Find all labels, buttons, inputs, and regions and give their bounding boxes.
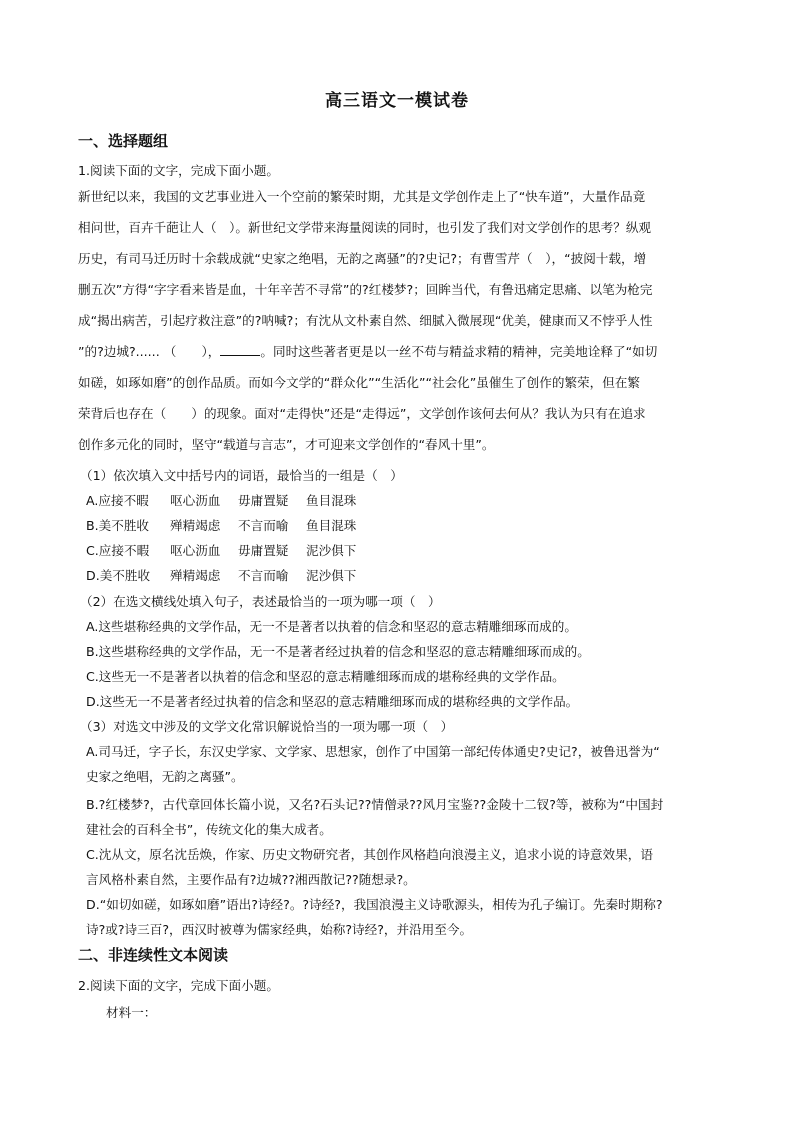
option-word: 毋庸置疑 bbox=[238, 493, 289, 508]
option-d: D.这些无一不是著者经过执着的信念和坚忍的意志精雕细琢而成的堪称经典的文学作品。 bbox=[86, 694, 579, 709]
option-word: C.应接不暇 bbox=[86, 543, 150, 558]
passage-line: 相问世，百卉千葩让人（ ）。新世纪文学带来海量阅读的同时，也引发了我们对文学创作的思考？纵观 bbox=[78, 220, 652, 235]
sub-question-1-stem: （1）依次填入文中括号内的词语，最恰当的一组是（ ） bbox=[80, 468, 403, 483]
option-b: B.这些堪称经典的文学作品，无一不是著者经过执着的信念和坚忍的意志精雕细琢而成的。 bbox=[86, 644, 590, 659]
option-b-line: B.?红楼梦?，古代章回体长篇小说，又名?石头记??情僧录??风月宝鉴??金陵十二钗?等，被称为“中国封 bbox=[86, 797, 664, 812]
option-word: 泥沙俱下 bbox=[306, 543, 357, 558]
material-one-label: 材料一： bbox=[106, 1005, 157, 1020]
passage-line-part: ”的?边城?...... （ ）， bbox=[78, 344, 221, 359]
option-word: 呕心沥血 bbox=[170, 493, 221, 508]
option-d bbox=[86, 567, 726, 585]
sub-question-2-stem: （2）在选文横线处填入句子，表述最恰当的一项为哪一项（ ） bbox=[80, 594, 441, 609]
section-heading-choice: 一、选择题组 bbox=[78, 132, 169, 150]
option-word: 毋庸置疑 bbox=[238, 543, 289, 558]
passage-line: 成“揭出病苦，引起疗救注意”的?呐喊?；有沈从文朴素自然、细腻入微展现“优美，健康而又不悖乎人性 bbox=[78, 313, 653, 328]
option-word: 泥沙俱下 bbox=[306, 568, 357, 583]
option-word: D.美不胜收 bbox=[86, 568, 151, 583]
option-a: A.这些堪称经典的文学作品，无一不是著者以执着的信念和坚忍的意志精雕细琢而成的。 bbox=[86, 619, 577, 634]
option-d-line: D.“如切如磋，如琢如磨”语出?诗经?。?诗经?，我国浪漫主义诗歌源头，相传为孔子编订。先秦时期称? bbox=[86, 897, 663, 912]
option-word: 殚精竭虑 bbox=[170, 518, 221, 533]
option-word: 鱼目混珠 bbox=[306, 518, 357, 533]
section-heading-nonlinear-reading: 二、非连续性文本阅读 bbox=[78, 946, 229, 964]
option-word: B.美不胜收 bbox=[86, 518, 150, 533]
fill-blank-line bbox=[220, 343, 260, 356]
option-word: A.应接不暇 bbox=[86, 493, 149, 508]
passage-line: 如磋，如琢如磨”的创作品质。而如今文学的“群众化”“生活化”“社会化”虽催生了创作的繁荣，但在繁 bbox=[78, 375, 641, 390]
option-c: C.这些无一不是著者以执着的信念和坚忍的意志精雕细琢而成的堪称经典的文学作品。 bbox=[86, 669, 565, 684]
question-1-intro: 1.阅读下面的文字，完成下面小题。 bbox=[78, 163, 279, 178]
option-d-line: 诗?或?诗三百?，西汉时被尊为儒家经典，始称?诗经?，并沿用至今。 bbox=[86, 922, 473, 937]
option-c-line: 言风格朴素自然，主要作品有?边城??湘西散记??随想录?。 bbox=[86, 872, 416, 887]
option-a bbox=[86, 492, 726, 510]
passage-line: 删五次”方得“字字看来皆是血，十年辛苦不寻常”的?红楼梦?；回眸当代，有鲁迅痛定思痛、以笔为枪完 bbox=[78, 282, 653, 297]
passage-line-part: 。同时这些著者更是以一丝不苟与精益求精的精神，完美地诠释了“如切 bbox=[260, 344, 658, 359]
option-c bbox=[86, 542, 726, 560]
option-word: 鱼目混珠 bbox=[306, 493, 357, 508]
passage-line: 荣背后也存在（ ）的现象。面对“走得快”还是“走得远”，文学创作该何去何从？我认为只有在追求 bbox=[78, 406, 646, 421]
option-word: 呕心沥血 bbox=[170, 543, 221, 558]
option-b-line: 建社会的百科全书”，传统文化的集大成者。 bbox=[86, 822, 332, 837]
passage-line-with-blank bbox=[78, 343, 718, 361]
passage-line: 创作多元化的同时，坚守“载道与言志”，才可迎来文学创作的“春风十里”。 bbox=[78, 437, 495, 452]
option-a-line: A.司马迁，字子长，东汉史学家、文学家、思想家，创作了中国第一部纪传体通史?史记?，被鲁迅誉为“ bbox=[86, 744, 660, 759]
option-word: 不言而喻 bbox=[238, 568, 289, 583]
page-title: 高三语文一模试卷 bbox=[325, 91, 469, 111]
option-word: 不言而喻 bbox=[238, 518, 289, 533]
option-c-line: C.沈从文，原名沈岳焕，作家、历史文物研究者，其创作风格趋向浪漫主义，追求小说的诗意效果，语 bbox=[86, 847, 653, 862]
option-a-line: 史家之绝唱，无韵之离骚”。 bbox=[86, 769, 244, 784]
sub-question-3-stem: （3）对选文中涉及的文学文化常识解说恰当的一项为哪一项（ ） bbox=[80, 719, 454, 734]
option-b bbox=[86, 517, 726, 535]
passage-line: 历史，有司马迁历时十余载成就“史家之绝唱，无韵之离骚”的?史记?；有曹雪芹（ ），“披阅十载，增 bbox=[78, 251, 647, 266]
passage-line: 新世纪以来，我国的文艺事业进入一个空前的繁荣时期，尤其是文学创作走上了“快车道”，大量作品竟 bbox=[78, 189, 646, 204]
question-2-intro: 2.阅读下面的文字，完成下面小题。 bbox=[78, 978, 279, 993]
option-word: 殚精竭虑 bbox=[170, 568, 221, 583]
